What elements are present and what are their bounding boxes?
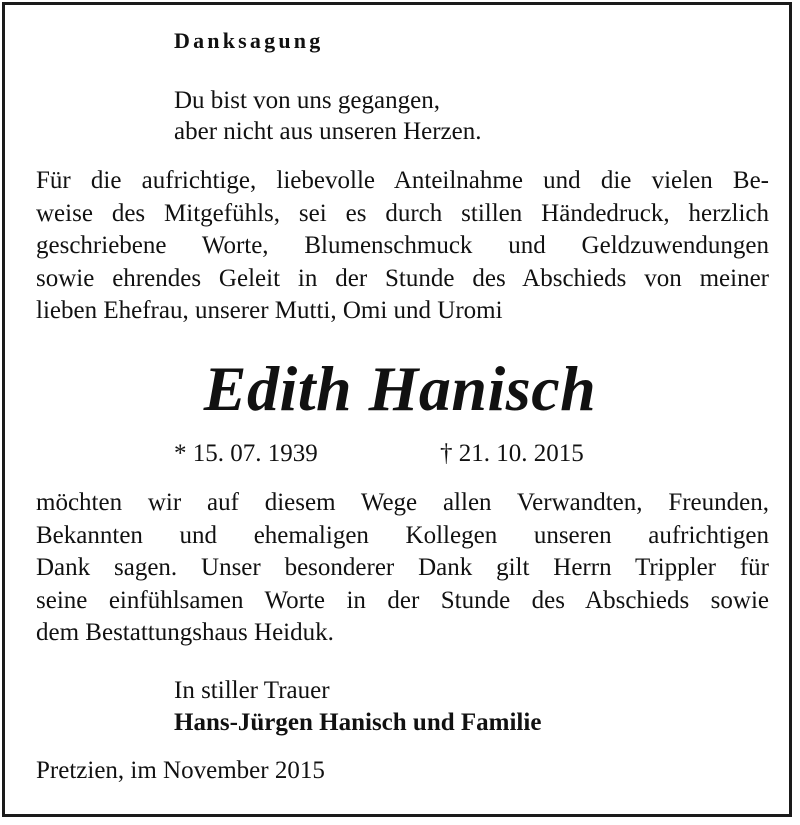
motto-line: Du bist von uns gegangen, bbox=[174, 87, 440, 114]
thanks-line: dem Bestattungshaus Heiduk. bbox=[36, 619, 334, 646]
motto-verse bbox=[174, 85, 482, 147]
notice-heading: Danksagung bbox=[174, 28, 324, 53]
death-date: † 21. 10. 2015 bbox=[440, 440, 584, 467]
intro-line: sowie ehrendes Geleit in der Stunde des Abschieds von meiner bbox=[36, 264, 769, 292]
mourning-phrase: In stiller Trauer bbox=[174, 677, 330, 704]
intro-line: Für die aufrichtige, liebevolle Anteilnahme und die vielen Be- bbox=[36, 167, 769, 194]
thanks-line: Dank sagen. Unser besonderer Dank gilt Herrn Trippler für bbox=[36, 554, 769, 581]
intro-line: weise des Mitgefühls, sei es durch stillen Händedruck, herzlich bbox=[36, 199, 769, 227]
birth-date: * 15. 07. 1939 bbox=[174, 440, 318, 467]
deceased-name: Edith Hanisch bbox=[203, 353, 597, 424]
place-date: Pretzien, im November 2015 bbox=[36, 757, 325, 784]
family-signature: Hans-Jürgen Hanisch und Familie bbox=[174, 709, 542, 736]
intro-line: lieben Ehefrau, unserer Mutti, Omi und Uromi bbox=[36, 297, 503, 324]
thanks-line: Bekannten und ehemaligen Kollegen unseren aufrichtigen bbox=[36, 521, 769, 549]
intro-line: geschriebene Worte, Blumenschmuck und Geldzuwendungen bbox=[36, 232, 769, 259]
signature-block bbox=[174, 675, 541, 739]
thanks-line: seine einfühlsamen Worte in der Stunde des Abschieds sowie bbox=[36, 586, 769, 614]
thanks-line: möchten wir auf diesem Wege allen Verwandten, Freunden, bbox=[36, 489, 769, 516]
intro-paragraph bbox=[36, 165, 769, 328]
motto-line: aber nicht aus unseren Herzen. bbox=[174, 118, 482, 145]
thanks-paragraph bbox=[36, 487, 769, 650]
